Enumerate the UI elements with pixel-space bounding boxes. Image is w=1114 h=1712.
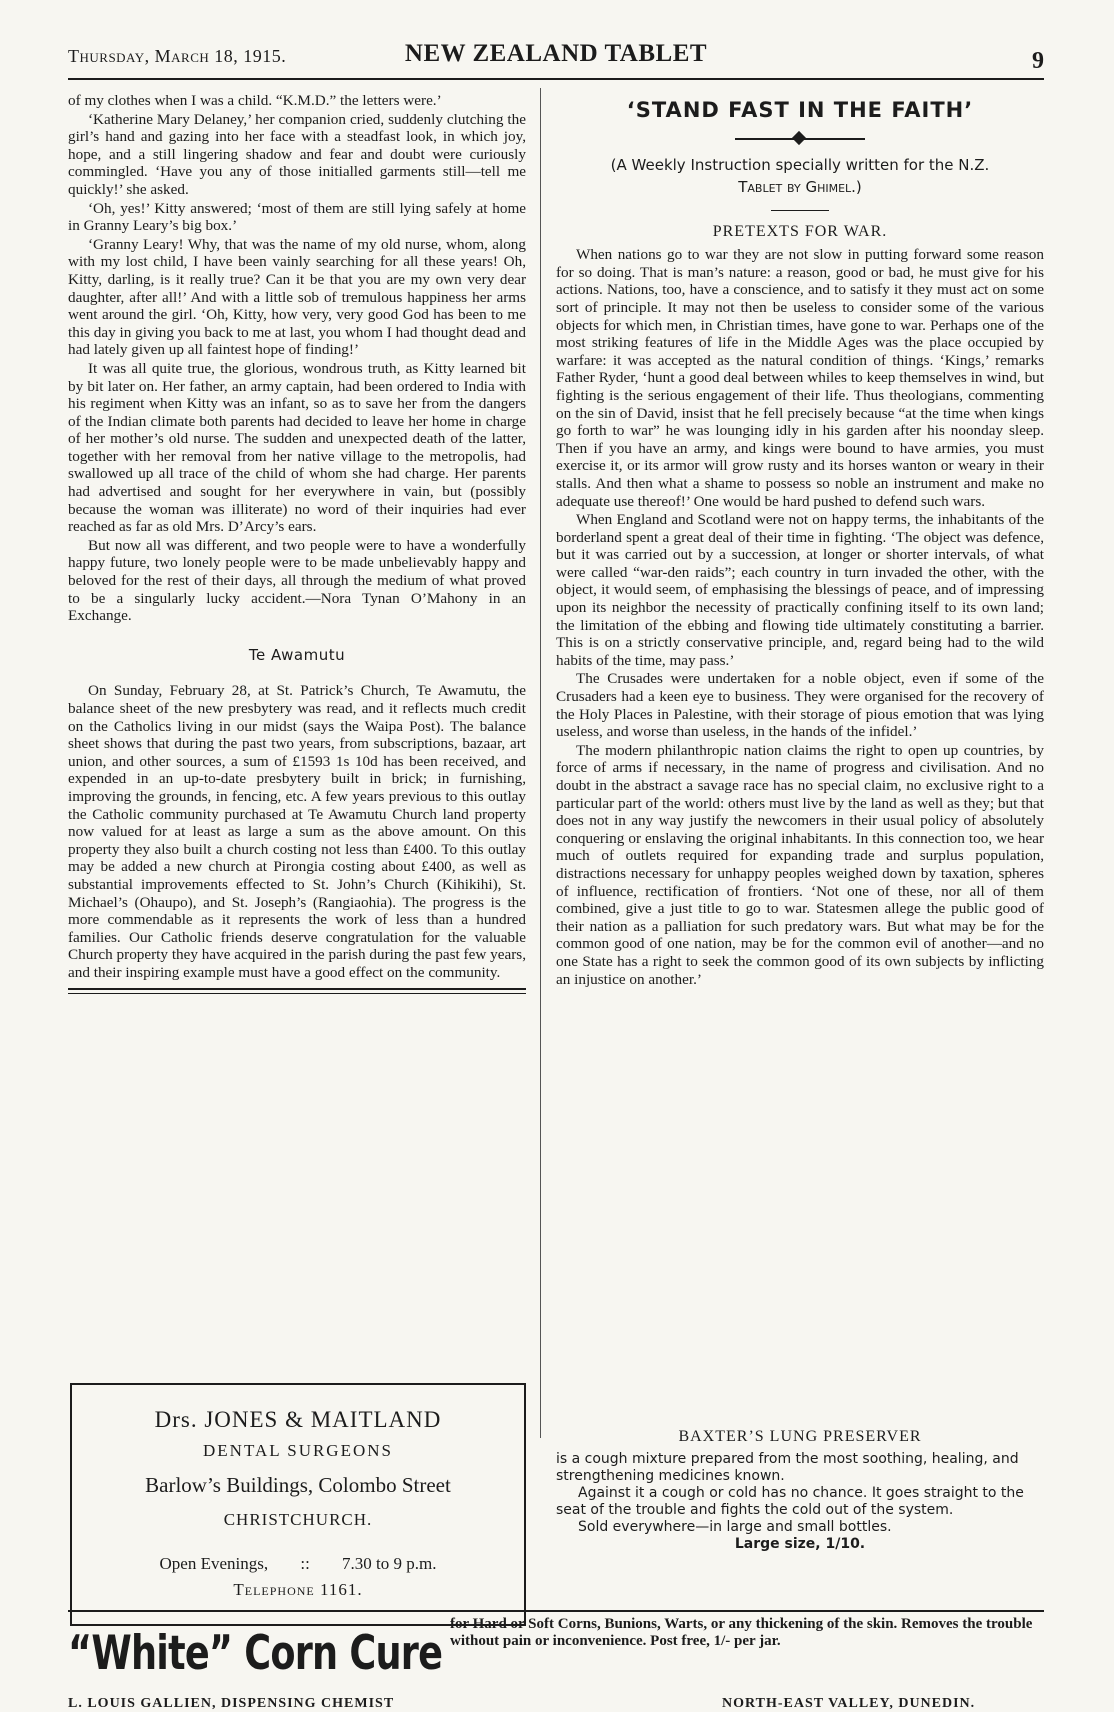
chemist-location: NORTH-EAST VALLEY, DUNEDIN. (722, 1696, 976, 1711)
dentist-hours (72, 1554, 524, 1574)
section-end-rule (68, 988, 526, 990)
dentist-profession: DENTAL SURGEONS (203, 1441, 393, 1460)
corn-cure-description: for Hard or Soft Corns, Bunions, Warts, or any thickening of the skin. Removes the trouble without pain or inconvenience. Post free, 1/- per jar. (450, 1616, 1033, 1649)
story-paragraph: ‘Oh, yes!’ Kitty answered; ‘most of them are still lying safely at home in Granny Leary’s big box.’ (68, 199, 526, 235)
story-paragraph: ‘Katherine Mary Delaney,’ her companion cried, suddenly clutching the girl’s hand and gazing into her face with a steadfast look, in which joy, hope, and a still lingering shadow and fear and doubt were curiously commingled. ‘Have you any of those initialled garments still—tell me quickly!’ she asked. (68, 110, 526, 198)
te-awamutu-paragraph: On Sunday, February 28, at St. Patrick’s Church, Te Awamutu, the balance sheet of the new presbytery was read, and it reflects much credit on the Catholics living in our midst (says the Waipa Post). The balance sheet shows that during the past two years, from subscriptions, bazaar, art union, and other sources, a sum of £1593 1s 10d has been received, and expended in an up-to-date presbytery built in brick; in furnishing, improving the grounds, in fencing, etc. A few years previous to this outlay the Catholic community purchased at Te Awamutu Church land property now valued for at least as large a sum as the above amount. On this property they also built a church costing not less than £400. To this outlay may be added a new church at Pirongia costing about £400, as well as substantial improvements effected to St. John’s Church (Kihikihi), St. Michael’s (Ohaupo), and St. Joseph’s (Rangiaohia). The progress is the more commendable as it represents the work of less than a hundred families. Our Catholic friends deserve congratulation for the valuable Church property they have acquired in the parish during the past few years, and their inspiring example must have a good effect on the community. (68, 682, 526, 981)
dentist-names: Drs. JONES & MAITLAND (154, 1407, 442, 1432)
corn-cure-advertisement (0, 1606, 1114, 1711)
page-header (68, 40, 1044, 74)
corn-cure-title: “White” Corn Cure (68, 1626, 443, 1681)
baxter-price: Large size, 1/10. (734, 1536, 866, 1552)
header-date: Thursday, March 18, 1915. (68, 46, 287, 66)
page-number: 9 (1032, 48, 1044, 74)
short-rule (771, 210, 829, 211)
left-column (68, 92, 526, 994)
baxter-line: Sold everywhere—in large and small bottles. (578, 1519, 892, 1535)
subheading-line-1: (A Weekly Instruction specially written for the N.Z. (610, 155, 990, 174)
hours-value: 7.30 to 9 p.m. (342, 1554, 437, 1573)
story-paragraph: of my clothes when I was a child. “K.M.D.” the letters were.’ (68, 92, 442, 109)
story-paragraph: But now all was different, and two people were to have a wonderfully happy future, two lonely people were to be made unbelievably happy and beloved for the rest of their days, all through the medium of what proved to be a singularly lucky accident.—Nora Tynan O’Mahony in an Exchange. (68, 536, 526, 625)
baxter-line: Against it a cough or cold has no chance. It goes straight to the seat of the trouble and fights the cold out of the system. (556, 1485, 1024, 1518)
article-paragraph: The Crusades were undertaken for a noble object, even if some of the Crusaders had a keen eye to business. They were organised for the recovery of the Holy Places in Palestine, with their storage of pious emotion that was lying useless, and worse than useless, in the hands of the infidel.’ (556, 670, 1044, 741)
dentist-telephone: Telephone 1161. (233, 1580, 363, 1599)
masthead-title: NEW ZEALAND TABLET (404, 40, 708, 67)
hours-label: Open Evenings, (159, 1554, 269, 1573)
dental-advertisement (70, 1383, 526, 1626)
baxter-title: BAXTER’S LUNG PRESERVER (678, 1428, 922, 1445)
chemist-line (68, 1696, 1044, 1712)
baxter-line: is a cough mixture prepared from the most soothing, healing, and strengthening medicines known. (556, 1451, 1019, 1484)
article-subheading (556, 154, 1044, 198)
chemist-name: L. LOUIS GALLIEN, DISPENSING CHEMIST (68, 1696, 395, 1711)
article-paragraph: The modern philanthropic nation claims the right to open up countries, by force of arms if necessary, in the name of progress and civilisation. And no doubt in the abstract a savage race has no special claim, no exclusive right to a particular part of the world: others must live by the land as well as they; but that does not in any way justify the newcomers in their usual policy of absolutely conquering or enslaving the original inhabitants. In this connection too, we hear much of outlets required for expanding trade and surplus population, distractions necessary for unhappy peoples weighed down by taxation, spheres of influence, rectification of frontiers. ‘Not one of these, nor all of them combined, give a just title to go to war. Statesmen allege the public good of their nation as a palliation for such predatory wars. But what may be for the common good of one nation, may be for the common evil of another—and no one State has a right to seek the common good of its own subjects by inflicting an injustice on another.’ (556, 741, 1044, 988)
article-paragraph: When England and Scotland were not on happy terms, the inhabitants of the borderland spent a great deal of their time in fighting. ‘The object was defence, but it was carried out by a succession, at longer or shorter intervals, of what were called “war-den raids”; each country in turn invaded the other, with the object, it would seem, of emphasising the blessings of peace, and of impressing upon its neighbor the necessity of practically confining itself to its own land; the limitation of the ebbing and flowing tide ultimately constituting a barrier. This is on a strictly conservative principle, and, regard being had to the wild habits of the time, may pass.’ (556, 511, 1044, 669)
right-column (556, 92, 1044, 989)
header-rule (68, 78, 1044, 80)
article-heading: ‘STAND FAST IN THE FAITH’ (626, 98, 974, 122)
story-paragraph: ‘Granny Leary! Why, that was the name of my old nurse, whom, along with my lost child, I have been vainly searching for all these years! Oh, Kitty, darling, is it really true? Can it be that you are my own very dear daughter, after all!’ And with a little sob of tremulous happiness her arms went around the girl. ‘Oh, Kitty, how very, very good God has been to me this day in giving you back to me at last, you whom I had thought dead and had lately given up all faintest hope of finding!’ (68, 235, 526, 359)
te-awamutu-heading: Te Awamutu (248, 645, 346, 664)
diamond-rule (735, 132, 865, 146)
pretexts-heading: PRETEXTS FOR WAR. (712, 222, 888, 240)
section-end-rule-thin (68, 993, 526, 994)
column-divider (540, 88, 541, 1438)
diamond-icon (792, 131, 806, 145)
dentist-address: Barlow’s Buildings, Colombo Street (145, 1473, 451, 1497)
article-paragraph: When nations go to war they are not slow in putting forward some reason for so doing. That is man’s nature: a reason, good or bad, he must give for his actions. Nations, too, have a conscience, and to satisfy it they must act on some sort of principle. It may not then be useless to consider some of the various objects for which men, in Christian times, have gone to war. Perhaps one of the most striking features of life in the Middle Ages was the place occupied by warfare: it was accepted as the natural condition of things. ‘Kings,’ remarks Father Ryder, ‘hunt a good deal between whiles to keep themselves in wind, but fighting is the serious engagement of their life. Thus theologians, commenting on the sin of David, insist that he fell precisely because “at the time when kings go forth to war” he was lounging idly in his garden after his noonday sleep. Then if you have an army, and kings were bound to have armies, you must exercise it, or its armor will grow rusty and its horses wanton or weary in their stalls. And then what a shame to possess so noble an instrument and make no adequate use thereof!’ One would be hard pushed to defend such wars. (556, 246, 1044, 510)
subheading-line-2: Tablet by Ghimel.) (738, 177, 862, 196)
dentist-city: CHRISTCHURCH. (223, 1510, 373, 1529)
baxter-advertisement (556, 1428, 1044, 1553)
story-paragraph: It was all quite true, the glorious, wondrous truth, as Kitty learned bit by bit later on. Her father, an army captain, had been ordered to India with his regiment when Kitty was an infant, so as to save her from the dangers of the Indian climate both parents had decided to leave her home in charge of her mother’s old nurse. The sudden and unexpected death of the latter, together with her removal from her native village to the metropolis, had swallowed up all trace of the child of whom she had charge. Her parents had advertised and sought for her everywhere in vain, but (possibly because the woman was illiterate) no word of their inquiries had ever reached as far as old Mrs. D’Arcy’s ears. (68, 359, 526, 536)
hours-separator: :: (300, 1554, 310, 1573)
